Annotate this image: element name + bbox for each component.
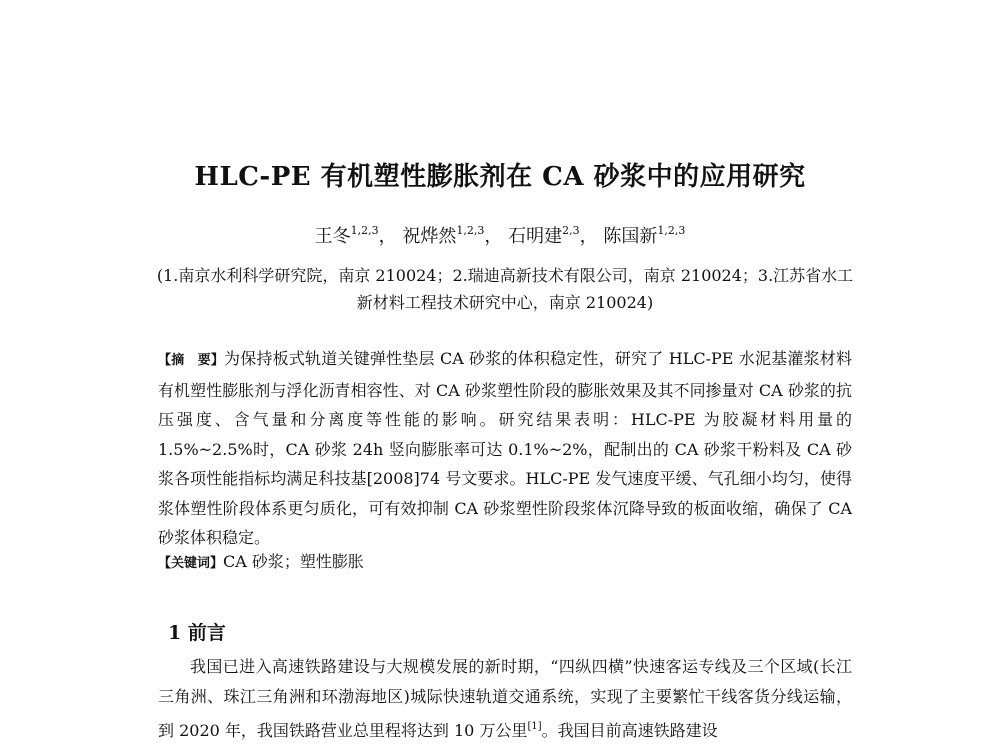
abstract-text: 为保持板式轨道关键弹性垫层 CA 砂浆的体积稳定性，研究了 HLC-PE 水泥基灌浆材料有机塑性膨胀剂与浮化沥青相容性、对 CA 砂浆塑性阶段的膨胀效果及其不同掺量对 CA 砂浆的抗压强度、含气量和分离度等性能的影响。研究结果表明：HLC-PE 为胶凝材料用量的 1.5%~2.5%时，CA 砂浆 24h 竖向膨胀率可达 0.1%~2%，配制出的 CA 砂浆干粉料及 CA 砂浆各项性能指标均满足科技基[2008]74 号文要求。HLC-PE 发气速度平缓、气孔细小均匀，使得浆体塑性阶段体系更匀质化，可有效抑制 CA 砂浆塑性阶段浆体沉降导致的板面收缩，确保了 CA 砂浆体积稳定。 <box>158 349 852 547</box>
keywords-text: CA 砂浆；塑性膨胀 <box>223 552 364 571</box>
section-heading-introduction: 1 前言 <box>168 622 226 644</box>
author-separator: ， <box>484 226 503 247</box>
paragraph-text: 我国已进入高速铁路建设与大规模发展的新时期，“四纵四横”快速客运专线及三个区域(长江三角洲、珠江三角洲和环渤海地区)城际快速轨道交通系统，实现了主要繁忙干线客货分线运输，到 2020 年，我国铁路营业总里程将达到 10 万公里 <box>158 657 852 740</box>
keywords <box>158 548 852 578</box>
author-affiliation-marker: 1,2,3 <box>456 224 485 237</box>
author-name: 石明建 <box>508 226 563 247</box>
author-separator: ， <box>378 226 397 247</box>
author-name: 陈国新 <box>603 226 658 247</box>
abstract <box>158 344 852 553</box>
author-affiliation-marker: 1,2,3 <box>350 224 379 237</box>
citation-reference: [1] <box>527 721 542 732</box>
paragraph-text-continued: 。我国目前高速铁路建设 <box>541 721 718 740</box>
author-separator: ， <box>579 226 598 247</box>
keywords-label: 【关键词】 <box>158 556 224 571</box>
author-list <box>0 222 1000 248</box>
affiliations: (1.南京水利科学研究院，南京 210024；2.瑞迪高新技术有限公司，南京 210024；3.江苏省水工新材料工程技术研究中心，南京 210024) <box>156 266 854 312</box>
introduction-paragraph <box>158 652 852 746</box>
abstract-label: 【摘 要】 <box>158 353 225 368</box>
author-name: 祝烨然 <box>402 226 457 247</box>
author-affiliation-marker: 1,2,3 <box>657 224 686 237</box>
paper-title: HLC-PE 有机塑性膨胀剂在 CA 砂浆中的应用研究 <box>194 162 806 192</box>
author-affiliation-marker: 2,3 <box>562 224 580 237</box>
author-name: 王冬 <box>314 226 351 247</box>
